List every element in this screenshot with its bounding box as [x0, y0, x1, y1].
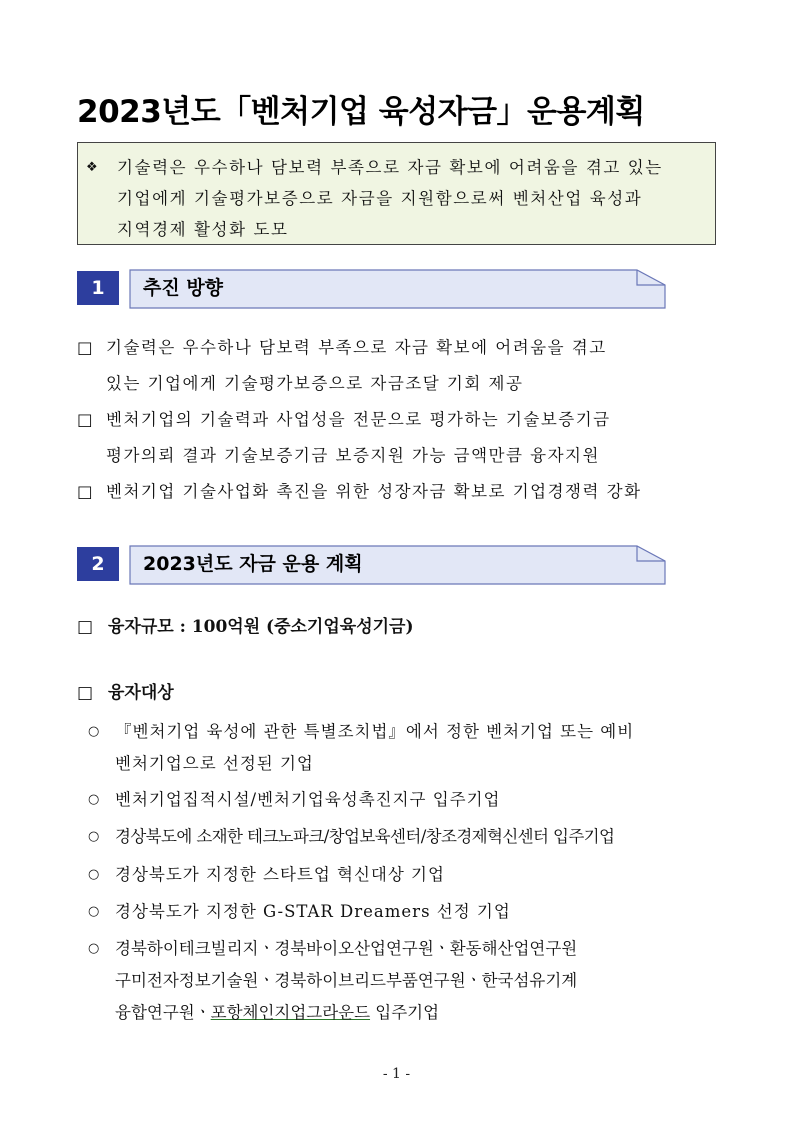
loan-scale-text: 융자규모 : 100억원 (중소기업육성기금) — [108, 617, 414, 637]
target-text: 경북하이테크빌리지ㆍ경북바이오산업연구원ㆍ환동해산업연구원 — [115, 939, 578, 958]
checkbox-square-icon: □ — [77, 617, 94, 637]
target-text-continued: 벤처기업으로 선정된 기업 — [115, 754, 314, 773]
circle-bullet-icon: ○ — [88, 792, 101, 807]
target-text: 『벤처기업 육성에 관한 특별조치법』에서 정한 벤처기업 또는 예비 — [115, 722, 635, 741]
summary-text: 기업에게 기술평가보증으로 자금을 지원함으로써 벤처산업 육성과 — [117, 189, 643, 208]
target-text: 경상북도가 지정한 G-STAR Dreamers 선정 기업 — [115, 902, 511, 921]
item-text-continued: 평가의뢰 결과 기술보증기금 보증지원 가능 금액만큼 융자지원 — [106, 446, 600, 465]
checkbox-square-icon: □ — [77, 482, 95, 501]
target-text: 벤처기업집적시설/벤처기업육성촉진지구 입주기업 — [115, 790, 501, 809]
item-text-continued: 있는 기업에게 기술평가보증으로 자금조달 기회 제공 — [106, 374, 524, 393]
loan-target-text: 융자대상 — [108, 683, 174, 703]
item-text: 벤처기업 기술사업화 촉진을 위한 성장자금 확보로 기업경쟁력 강화 — [106, 482, 642, 501]
page-title: 2023년도「벤처기업 육성자금」운용계획 — [77, 94, 645, 130]
page-number: - 1 - — [382, 1066, 411, 1082]
target-text-part: 융합연구원ㆍ — [115, 1003, 211, 1022]
circle-bullet-icon: ○ — [88, 724, 101, 739]
circle-bullet-icon: ○ — [88, 867, 101, 882]
section-title: 2023년도 자금 운용 계획 — [143, 553, 363, 575]
item-text: 벤처기업의 기술력과 사업성을 전문으로 평가하는 기술보증기금 — [106, 410, 611, 429]
summary-text: 기술력은 우수하나 담보력 부족으로 자금 확보에 어려움을 겪고 있는 — [117, 158, 663, 177]
summary-box — [77, 142, 716, 245]
summary-line — [86, 152, 715, 183]
circle-bullet-icon: ○ — [88, 829, 101, 844]
summary-line — [86, 214, 715, 245]
checkbox-square-icon: □ — [77, 338, 95, 357]
section-number: 2 — [77, 547, 119, 581]
target-text-continued: 구미전자정보기술원ㆍ경북하이브리드부품연구원ㆍ한국섬유기계 — [115, 971, 578, 990]
checkbox-square-icon: □ — [77, 410, 95, 429]
section-header-2 — [77, 545, 666, 583]
target-text: 경상북도가 지정한 스타트업 혁신대상 기업 — [115, 865, 445, 884]
underlined-org-name: 포항체인지업그라운드 — [210, 1003, 371, 1022]
circle-bullet-icon: ○ — [88, 904, 101, 919]
target-text: 경상북도에 소재한 테크노파크/창업보육센터/창조경제혁신센터 입주기업 — [115, 827, 615, 846]
summary-text: 지역경제 활성화 도모 — [117, 220, 289, 239]
section-header-1 — [77, 269, 666, 307]
section-number: 1 — [77, 271, 119, 305]
checkbox-square-icon: □ — [77, 683, 94, 703]
section-title: 추진 방향 — [143, 277, 224, 299]
target-text-continued — [115, 997, 439, 1029]
circle-bullet-icon: ○ — [88, 941, 101, 956]
summary-line — [86, 183, 715, 214]
target-text-part: 입주기업 — [370, 1003, 440, 1022]
diamond-bullet-icon: ❖ — [86, 160, 100, 175]
item-text: 기술력은 우수하나 담보력 부족으로 자금 확보에 어려움을 겪고 — [106, 338, 607, 357]
